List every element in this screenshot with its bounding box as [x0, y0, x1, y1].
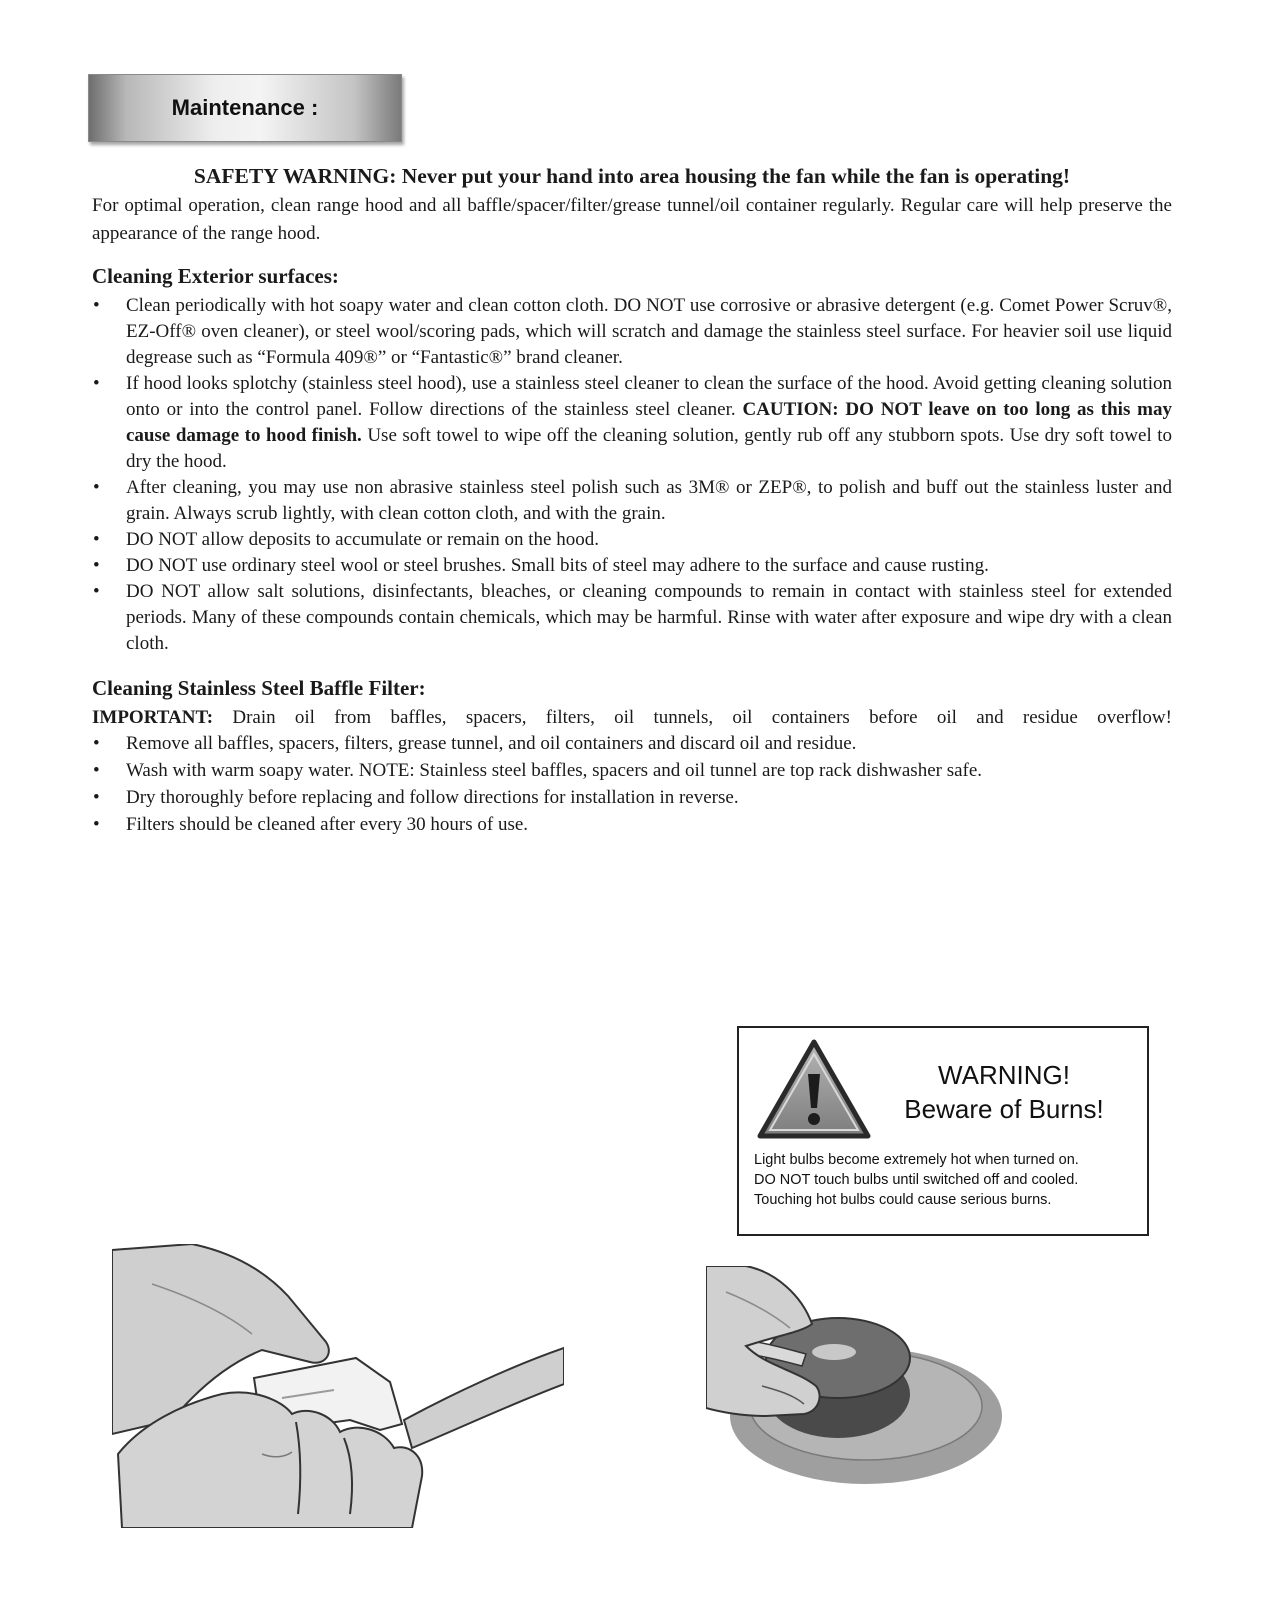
bullet-icon: • — [93, 814, 100, 835]
list-item-text: If hood looks splotchy (stainless steel hood), use a stainless steel cleaner to clean the surface of the hood. Avoid getting cleaning solution onto or into the control panel. Follow directions of the stainless steel cleaner. — [126, 373, 1172, 420]
list-item-text: Use soft towel to wipe off the cleaning solution, gently rub off any stubborn spots. Use dry soft towel to dry the hood. — [126, 425, 1173, 472]
list-item — [92, 785, 1172, 811]
bullet-icon: • — [93, 295, 100, 316]
baffle-bullet-list — [92, 731, 1172, 839]
bullet-icon: • — [93, 733, 100, 754]
warning-triangle-icon — [755, 1036, 873, 1144]
warning-line: Touching hot bulbs could cause serious burns. — [754, 1192, 1052, 1208]
list-item-text: DO NOT use ordinary steel wool or steel brushes. Small bits of steel may adhere to the surface and cause rusting. — [126, 555, 989, 576]
list-item — [92, 731, 1172, 757]
list-item — [92, 475, 1172, 527]
important-text: Drain oil from baffles, spacers, filters, oil tunnels, oil containers before oil and residue overflow! — [232, 707, 1172, 728]
list-item-text: Remove all baffles, spacers, filters, grease tunnel, and oil containers and discard oil and residue. — [126, 733, 857, 754]
list-item-text: Dry thoroughly before replacing and follow directions for installation in reverse. — [126, 787, 739, 808]
list-item-text: DO NOT allow deposits to accumulate or remain on the hood. — [126, 529, 599, 550]
bullet-icon: • — [93, 555, 100, 576]
hand-replacing-halogen-bulb-illustration — [706, 1266, 1006, 1496]
burn-warning-label — [737, 1026, 1149, 1236]
bullet-icon: • — [93, 373, 100, 394]
warning-title — [879, 1058, 1129, 1126]
hand-removing-bulb-illustration — [112, 1244, 564, 1528]
list-item — [92, 527, 1172, 553]
baffle-heading: Cleaning Stainless Steel Baffle Filter: — [92, 676, 426, 700]
list-item-text: DO NOT allow salt solutions, disinfectants, bleaches, or cleaning compounds to remain in contact with stainless steel for extended periods. Many of these compounds contain chemicals, which may be harmful. Rinse with water after exposure and wipe dry with a clean cloth. — [126, 581, 1172, 654]
important-label: IMPORTANT: — [92, 707, 214, 728]
list-item-text: After cleaning, you may use non abrasive stainless steel polish such as 3M® or ZEP®, to polish and buff out the stainless luster and grain. Always scrub lightly, with clean cotton cloth, and with the grain. — [126, 477, 1172, 524]
list-item — [92, 758, 1172, 784]
safety-warning: SAFETY WARNING: Never put your hand into area housing the fan while the fan is operating! — [193, 164, 1071, 188]
warning-body — [754, 1150, 1144, 1210]
list-item — [92, 579, 1172, 657]
caution-text: CAUTION: DO NOT leave on too long as this may cause damage to hood finish. — [126, 399, 1173, 446]
list-item-text: Wash with warm soapy water. NOTE: Stainless steel baffles, spacers and oil tunnel are top rack dishwasher safe. — [126, 760, 983, 781]
warning-line: DO NOT touch bulbs until switched off and cooled. — [754, 1172, 1079, 1188]
bullet-icon: • — [93, 581, 100, 602]
list-item — [92, 293, 1172, 371]
bullet-icon: • — [93, 529, 100, 550]
important-note — [92, 705, 1172, 731]
list-item-text: Filters should be cleaned after every 30 hours of use. — [126, 814, 529, 835]
exterior-bullet-list — [92, 293, 1172, 657]
warning-title-line: WARNING! — [938, 1060, 1070, 1090]
list-item — [92, 371, 1172, 475]
bullet-icon: • — [93, 787, 100, 808]
bullet-icon: • — [93, 760, 100, 781]
maintenance-header-box — [88, 74, 402, 142]
exterior-heading: Cleaning Exterior surfaces: — [92, 264, 339, 288]
warning-title-line: Beware of Burns! — [904, 1094, 1104, 1124]
list-item-text: Clean periodically with hot soapy water and clean cotton cloth. DO NOT use corrosive or abrasive detergent (e.g. Comet Power Scruv®, EZ-Off® oven cleaner), or steel wool/scoring pads, which will scratch and damage the stainless steel surface. For heavier soil use liquid degrease such as “Formula 409®” or “Fantastic®” brand cleaner. — [126, 295, 1172, 368]
bullet-icon: • — [93, 477, 100, 498]
list-item — [92, 812, 1172, 838]
warning-line: Light bulbs become extremely hot when turned on. — [754, 1152, 1079, 1168]
maintenance-title: Maintenance : — [171, 95, 319, 120]
list-item — [92, 553, 1172, 579]
intro-paragraph: For optimal operation, clean range hood and all baffle/spacer/filter/grease tunnel/oil container regularly. Regular care will help preserve the appearance of the range hood. — [92, 195, 1172, 244]
